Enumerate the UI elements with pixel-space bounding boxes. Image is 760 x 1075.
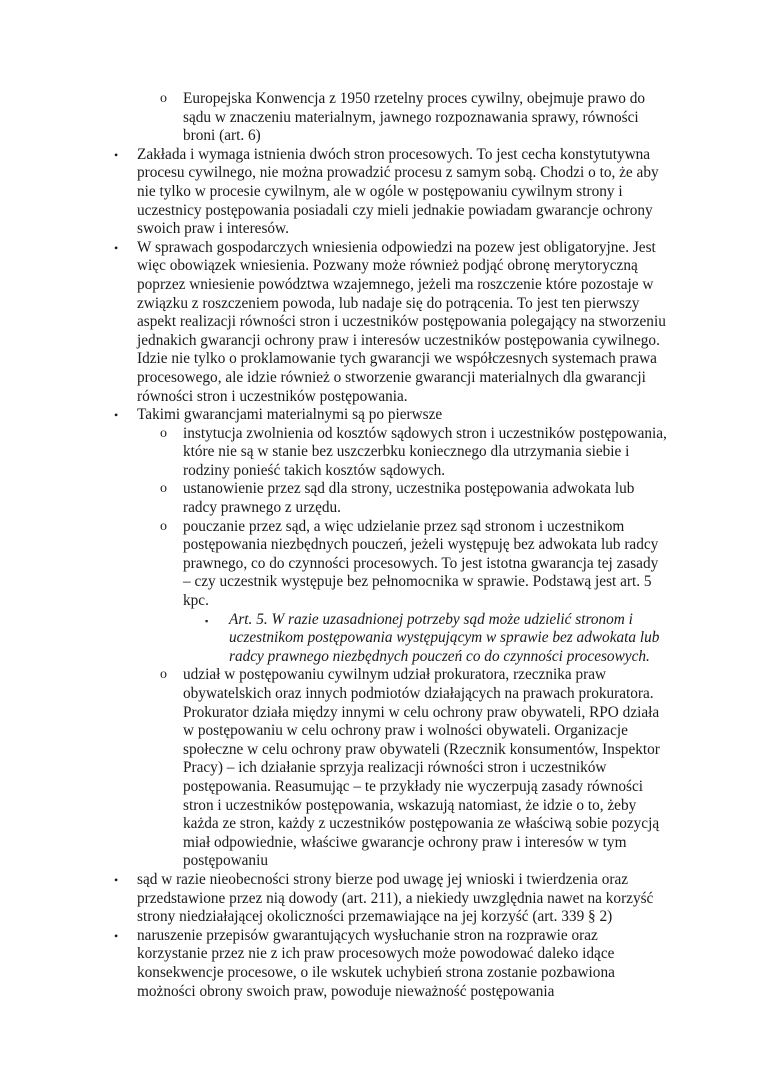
circle-bullet-icon: o bbox=[160, 518, 167, 534]
list-item-commercial-cases bbox=[0, 239, 667, 406]
bullet-icon: • bbox=[114, 408, 119, 423]
list-item-text: instytucja zwolnienia od kosztów sądowych stron i uczestników postępowania, które nie są w stanie bez uszczerbku koniecznego dla utrzymania siebie i rodziny ponieść takich kosztów sądowych. bbox=[183, 424, 667, 479]
list-item-nullity bbox=[0, 927, 667, 1001]
list-item-material-guarantees bbox=[0, 406, 667, 425]
list-item-appointed-counsel bbox=[0, 480, 667, 517]
list-item-text: udział w postępowaniu cywilnym udział prokuratora, rzecznika praw obywatelskich oraz innych podmiotów działających na prawach prokuratora. Prokurator działa między innymi w celu ochrony praw obywateli, RPO działa w postępowaniu w celu ochrony praw i wolności obywateli. Organizacje społeczne w celu ochrony praw obywateli (Rzecznik konsumentów, Inspektor Pracy) – ich działanie sprzyja realizacji równości stron i uczestników postępowania. Reasumując – te przykłady nie wyczerpują zasady równości stron i uczestników postępowania, wskazują natomiast, że idzie o to, żeby każda ze stron, każdy z uczestników postępowania ze właściwą sobie pozycją miał odpowiednie, właściwe gwarancje ochrony praw i interesów w tym postępowaniu bbox=[183, 666, 660, 870]
list-item-text: Takimi gwarancjami materialnymi są po pierwsze bbox=[137, 406, 443, 424]
list-item-text: pouczanie przez sąd, a więc udzielanie przez sąd stronom i uczestnikom postępowania niezbędnych pouczeń, jeżeli występuję bez adwokata lub radcy prawnego, co do czynności procesowych. To jest istotna gwarancja tej zasady – czy uczestnik występuje bez pełnomocnika w sprawie. Podstawą jest art. 5 kpc. bbox=[183, 517, 659, 610]
square-bullet-icon: ▪ bbox=[205, 615, 209, 626]
bullet-icon: • bbox=[114, 240, 119, 255]
list-item-text: Europejska Konwencja z 1950 rzetelny proces cywilny, obejmuje prawo do sądu w znaczeniu materialnym, jawnego rozpoznawania sprawy, równości broni (art. 6) bbox=[183, 90, 646, 145]
bullet-icon: • bbox=[114, 872, 119, 887]
bullet-icon: • bbox=[114, 147, 119, 162]
document-page bbox=[0, 90, 760, 1001]
list-item-text: sąd w razie nieobecności strony bierze pod uwagę jej wnioski i twierdzenia oraz przedstawione przez nią dowody (art. 211), a niekiedy uwzględnia nawet na korzyść strony niedziałającej okoliczności przemawiające na jej korzyść (art. 339 § 2) bbox=[137, 870, 654, 926]
list-item-prosecutor-participation bbox=[0, 666, 667, 871]
list-item-text: Zakłada i wymaga istnienia dwóch stron procesowych. To jest cecha konstytutywna procesu cywilnego, nie można prowadzić procesu z samym sobą. Chodzi o to, że aby nie tylko w procesie cywilnym, ale w ogóle w postępowaniu cywilnym strony i uczestnicy postępowania posiadali czy mieli jednakie powiadam gwarancje ochrony swoich praw i interesów. bbox=[137, 145, 659, 238]
list-item-absent-party bbox=[0, 871, 667, 927]
circle-bullet-icon: o bbox=[160, 91, 167, 106]
list-item-convention bbox=[0, 90, 667, 146]
list-item-cost-exemption bbox=[0, 425, 667, 481]
list-item-text: naruszenie przepisów gwarantujących wysłuchanie stron na rozprawie oraz korzystanie przez nie z ich praw procesowych może powodować daleko idące konsekwencje procesowe, o ile wskutek uchybień strona zostanie pozbawiona możności obrony swoich praw, powoduje nieważność postępowania bbox=[137, 926, 615, 1000]
circle-bullet-icon: o bbox=[160, 481, 167, 497]
bullet-icon: • bbox=[114, 928, 119, 943]
list-item-court-instruction bbox=[0, 518, 667, 611]
list-item-two-parties bbox=[0, 146, 667, 239]
list-item-art-5-quote bbox=[0, 611, 667, 667]
list-item-text: W sprawach gospodarczych wniesienia odpowiedzi na pozew jest obligatoryjne. Jest więc obowiązek wniesienia. Pozwany może również podjąć obronę merytoryczną poprzez wniesienie powództwa wzajemnego, jeżeli ma roszczenie które pozostaje w związku z roszczeniem powoda, lub nadaje się do potrącenia. To jest ten pierwszy aspekt realizacji równości stron i uczestników postępowania polegający na stworzeniu jednakich gwarancji ochrony praw i interesów uczestników postępowania cywilnego. Idzie nie tylko o proklamowanie tych gwarancji we współczesnych systemach prawa procesowego, ale idzie również o stworzenie gwarancji materialnych dla gwarancji równości stron i uczestników postępowania. bbox=[137, 238, 666, 405]
circle-bullet-icon: o bbox=[160, 667, 167, 683]
list-item-text: Art. 5. W razie uzasadnionej potrzeby sąd może udzielić stronom i uczestnikom postępowania występującym w sprawie bez adwokata lub radcy prawnego niezbędnych pouczeń co do czynności procesowych. bbox=[229, 610, 660, 665]
list-item-text: ustanowienie przez sąd dla strony, uczestnika postępowania adwokata lub radcy prawnego z urzędu. bbox=[183, 480, 635, 517]
circle-bullet-icon: o bbox=[160, 425, 167, 441]
